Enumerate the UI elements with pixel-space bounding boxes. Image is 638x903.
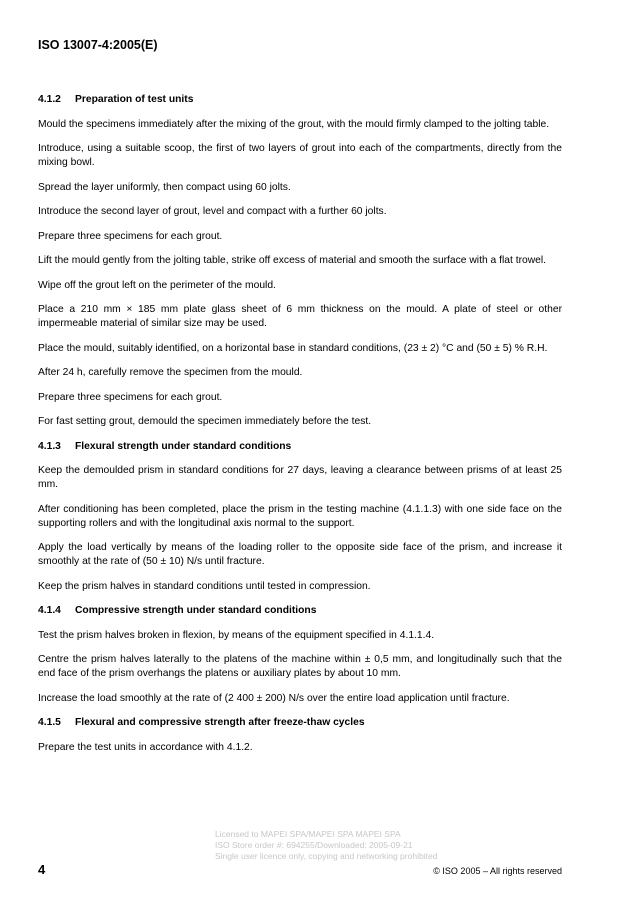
- licence-watermark: [215, 829, 437, 862]
- body-paragraph: Spread the layer uniformly, then compact using 60 jolts.: [38, 181, 291, 193]
- section-heading: [38, 93, 562, 107]
- body-paragraph: Introduce, using a suitable scoop, the first of two layers of grout into each of the compartments, directly from the mixing bowl.: [38, 143, 562, 168]
- section-number: 4.1.3: [38, 440, 61, 452]
- body-paragraph: Test the prism halves broken in flexion, by means of the equipment specified in 4.1.1.4.: [38, 629, 435, 641]
- section-heading: [38, 604, 562, 618]
- body-paragraph: Apply the load vertically by means of the loading roller to the opposite side face of the prism, and increase it smoothly at the rate of (50 ± 10) N/s until fracture.: [38, 542, 562, 567]
- section-number: 4.1.4: [38, 605, 61, 616]
- body-paragraph: Centre the prism halves laterally to the platens of the machine within ± 0,5 mm, and longitudinally such that the end face of the prism overhangs the platens or auxiliary plates by about 10 mm.: [38, 654, 562, 679]
- body-paragraph: Keep the prism halves in standard conditions until tested in compression.: [38, 580, 371, 592]
- body-paragraph: Place the mould, suitably identified, on a horizontal base in standard conditions, (23 ± 2) °C and (50 ± 5) % R.H.: [38, 342, 548, 354]
- section-number: 4.1.2: [38, 94, 61, 105]
- body-paragraph: Keep the demoulded prism in standard conditions for 27 days, leaving a clearance between prisms of at least 25 mm.: [38, 465, 562, 490]
- section-title: Preparation of test units: [75, 94, 194, 105]
- copyright-notice: © ISO 2005 – All rights reserved: [433, 866, 562, 876]
- body-paragraph: Introduce the second layer of grout, level and compact with a further 60 jolts.: [38, 206, 387, 217]
- body-paragraph: Prepare three specimens for each grout.: [38, 391, 223, 403]
- body-paragraph: After conditioning has been completed, place the prism in the testing machine (4.1.1.3) with one side face on the supporting rollers and with the longitudinal axis normal to the support.: [38, 503, 562, 529]
- body-paragraph: Lift the mould gently from the jolting table, strike off excess of material and smooth the surface with a flat trowel.: [38, 255, 547, 266]
- body-paragraph: Wipe off the grout left on the perimeter of the mould.: [38, 279, 276, 291]
- watermark-line: ISO Store order #: 694255/Downloaded: 2005-09-21: [215, 840, 413, 850]
- body-paragraph: Prepare the test units in accordance with 4.1.2.: [38, 741, 253, 753]
- section-number: 4.1.5: [38, 717, 61, 728]
- section-title: Flexural strength under standard conditions: [75, 440, 292, 452]
- body-paragraph: For fast setting grout, demould the specimen immediately before the test.: [38, 416, 372, 427]
- watermark-line: Single user licence only, copying and networking prohibited: [215, 851, 438, 861]
- body-paragraph: Increase the load smoothly at the rate of (2 400 ± 200) N/s over the entire load application until fracture.: [38, 692, 510, 704]
- document-header: ISO 13007-4:2005(E): [38, 38, 158, 52]
- body-paragraph: Mould the specimens immediately after the mixing of the grout, with the mould firmly clamped to the jolting table.: [38, 118, 550, 130]
- body-paragraph: Place a 210 mm × 185 mm plate glass sheet of 6 mm thickness on the mould. A plate of steel or other impermeable material of similar size may be used.: [38, 304, 562, 329]
- document-body: [38, 92, 562, 765]
- section-heading: [38, 440, 562, 454]
- watermark-line: Licensed to MAPEI SPA/MAPEI SPA MAPEI SPA: [215, 829, 401, 839]
- section-heading: [38, 716, 562, 730]
- body-paragraph: After 24 h, carefully remove the specimen from the mould.: [38, 367, 303, 378]
- body-paragraph: Prepare three specimens for each grout.: [38, 230, 223, 242]
- page-number: 4: [38, 862, 46, 877]
- section-title: Compressive strength under standard conditions: [75, 605, 317, 616]
- section-title: Flexural and compressive strength after freeze-thaw cycles: [75, 717, 365, 728]
